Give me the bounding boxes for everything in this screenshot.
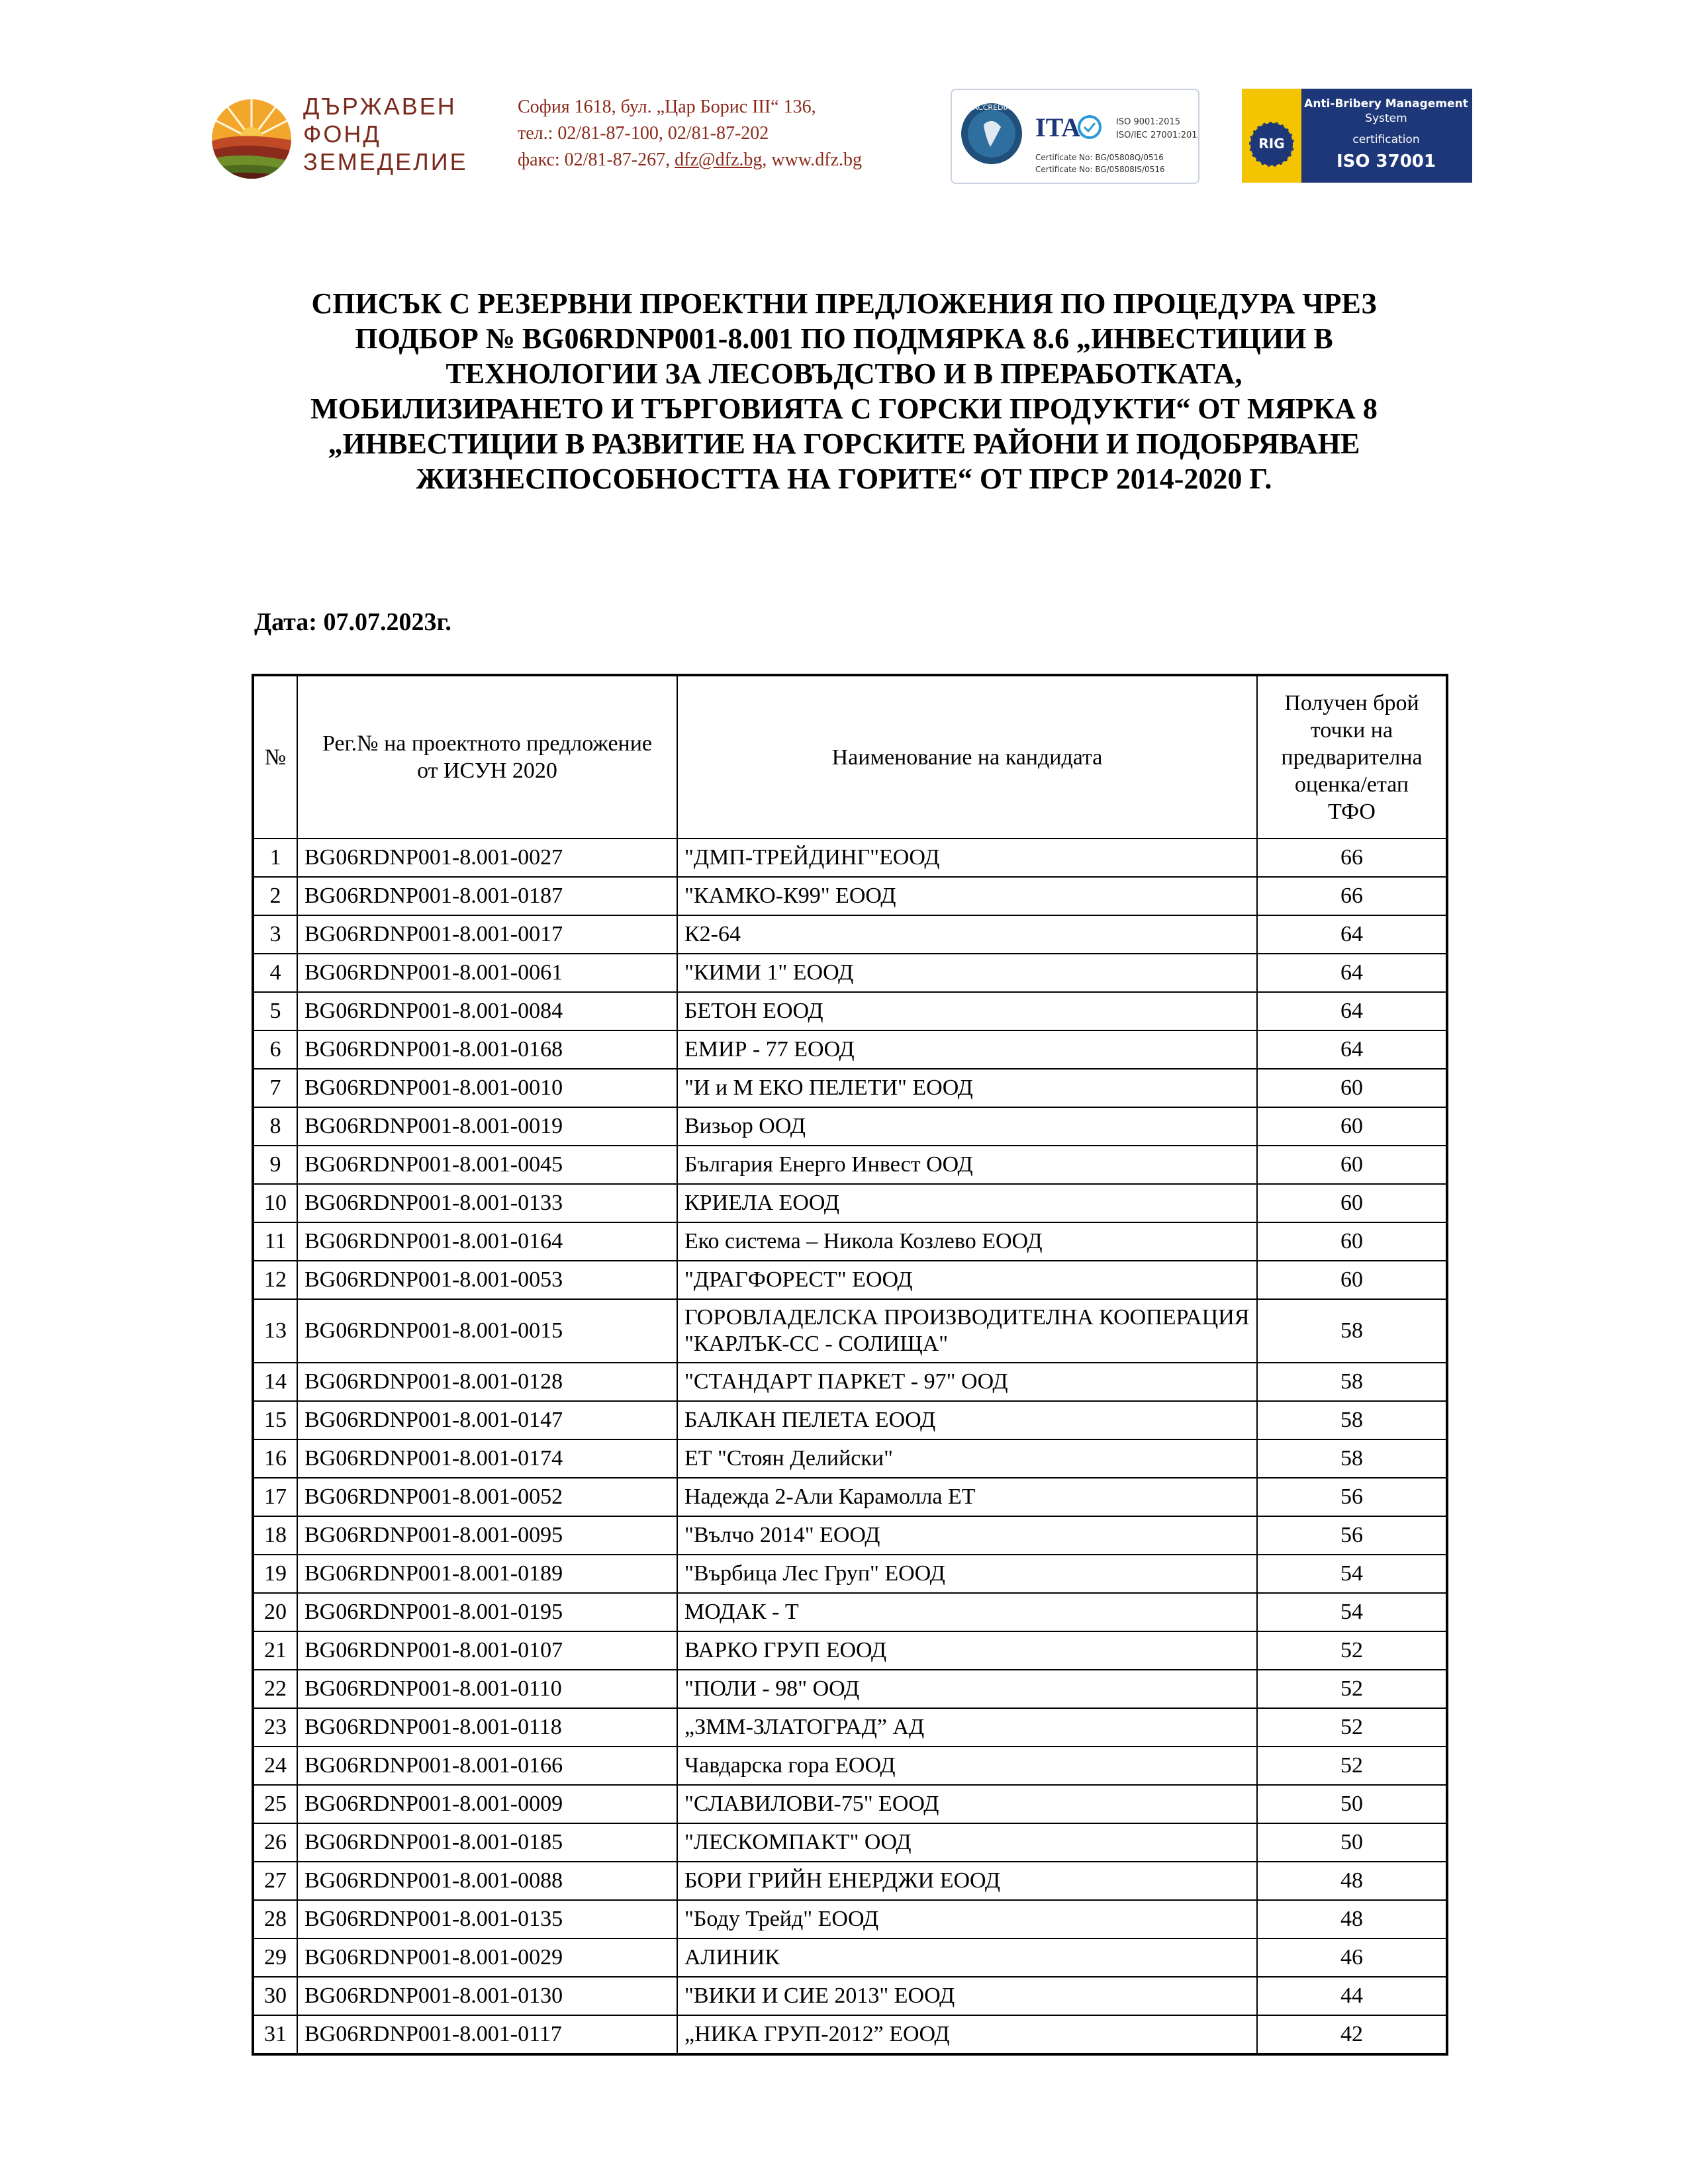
table-row xyxy=(254,1146,1446,1184)
anti-bribery-badge xyxy=(1242,89,1472,183)
row-applicant-name: "ЛЕСКОМПАКТ" ООД xyxy=(677,1823,1257,1862)
row-points: 44 xyxy=(1257,1977,1446,2015)
letterhead xyxy=(0,0,1688,199)
table-row xyxy=(254,1363,1446,1401)
row-reg-number: BG06RDNP001-8.001-0045 xyxy=(297,1146,677,1184)
rig-badge-graphic xyxy=(1242,89,1472,183)
dfz-logo-icon xyxy=(211,98,293,180)
row-number: 7 xyxy=(254,1069,297,1107)
row-applicant-name: "И и М ЕКО ПЕЛЕТИ" ЕООД xyxy=(677,1069,1257,1107)
row-reg-number: BG06RDNP001-8.001-0017 xyxy=(297,915,677,954)
row-applicant-name: „НИКА ГРУП-2012” ЕООД xyxy=(677,2015,1257,2054)
row-applicant-name: "СТАНДАРТ ПАРКЕТ - 97" ООД xyxy=(677,1363,1257,1401)
table-row xyxy=(254,877,1446,915)
row-points: 64 xyxy=(1257,992,1446,1030)
row-points: 54 xyxy=(1257,1593,1446,1631)
row-applicant-name: МОДАК - Т xyxy=(677,1593,1257,1631)
row-points: 66 xyxy=(1257,877,1446,915)
row-reg-number: BG06RDNP001-8.001-0166 xyxy=(297,1747,677,1785)
table-row xyxy=(254,1670,1446,1708)
row-points: 64 xyxy=(1257,1030,1446,1069)
row-points: 52 xyxy=(1257,1747,1446,1785)
row-number: 17 xyxy=(254,1478,297,1516)
row-number: 19 xyxy=(254,1555,297,1593)
row-points: 58 xyxy=(1257,1401,1446,1439)
title-line-5: „ИНВЕСТИЦИИ В РАЗВИТИЕ НА ГОРСКИТЕ РАЙОНИ И ПОДОБРЯВАНЕ xyxy=(328,428,1360,460)
row-reg-number: BG06RDNP001-8.001-0187 xyxy=(297,877,677,915)
row-applicant-name: "ДРАГФОРЕСТ" ЕООД xyxy=(677,1261,1257,1299)
contact-email-link[interactable]: dfz@dfz.bg xyxy=(675,150,763,170)
title-line-3: ТЕХНОЛОГИИ ЗА ЛЕСОВЪДСТВО И В ПРЕРАБОТКАТА, xyxy=(445,357,1243,390)
row-number: 10 xyxy=(254,1184,297,1222)
table-row xyxy=(254,1439,1446,1478)
row-applicant-name: България Енерго Инвест ООД xyxy=(677,1146,1257,1184)
table-row xyxy=(254,992,1446,1030)
row-points: 58 xyxy=(1257,1439,1446,1478)
row-points: 52 xyxy=(1257,1670,1446,1708)
rig-seal-text: RIG xyxy=(1258,136,1285,152)
row-reg-number: BG06RDNP001-8.001-0189 xyxy=(297,1555,677,1593)
table-row xyxy=(254,1593,1446,1631)
row-applicant-name: "ДМП-ТРЕЙДИНГ"ЕООД xyxy=(677,839,1257,877)
row-points: 48 xyxy=(1257,1862,1446,1900)
logo-line-2: ФОНД xyxy=(303,120,381,148)
row-number: 2 xyxy=(254,877,297,915)
row-number: 28 xyxy=(254,1900,297,1938)
row-points: 56 xyxy=(1257,1478,1446,1516)
row-applicant-name: "Вълчо 2014" ЕООД xyxy=(677,1516,1257,1555)
iso-badge-graphic xyxy=(952,90,1198,183)
row-applicant-name: Еко система – Никола Козлево ЕООД xyxy=(677,1222,1257,1261)
row-applicant-name: Визьор ООД xyxy=(677,1107,1257,1146)
row-applicant-name: КРИЕЛА ЕООД xyxy=(677,1184,1257,1222)
table-row xyxy=(254,1069,1446,1107)
row-points: 50 xyxy=(1257,1785,1446,1823)
row-points: 58 xyxy=(1257,1363,1446,1401)
row-points: 60 xyxy=(1257,1069,1446,1107)
row-applicant-name: „ЗММ-ЗЛАТОГРАД” АД xyxy=(677,1708,1257,1747)
row-number: 22 xyxy=(254,1670,297,1708)
row-reg-number: BG06RDNP001-8.001-0174 xyxy=(297,1439,677,1478)
row-reg-number: BG06RDNP001-8.001-0185 xyxy=(297,1823,677,1862)
row-reg-number: BG06RDNP001-8.001-0147 xyxy=(297,1401,677,1439)
document-title xyxy=(218,286,1470,496)
contact-address: София 1618, бул. „Цар Борис III“ 136, xyxy=(518,97,816,117)
row-points: 42 xyxy=(1257,2015,1446,2054)
col-header-applicant: Наименование на кандидата xyxy=(677,676,1257,839)
table-row xyxy=(254,1030,1446,1069)
cert-number-2: Certificate No: BG/05808IS/0516 xyxy=(1035,165,1165,174)
row-reg-number: BG06RDNP001-8.001-0164 xyxy=(297,1222,677,1261)
row-number: 1 xyxy=(254,839,297,877)
row-applicant-name: "Боду Трейд" ЕООД xyxy=(677,1900,1257,1938)
row-reg-number: BG06RDNP001-8.001-0130 xyxy=(297,1977,677,2015)
iso-9001-text: ISO 9001:2015 xyxy=(1116,117,1180,127)
row-reg-number: BG06RDNP001-8.001-0195 xyxy=(297,1593,677,1631)
table-row xyxy=(254,1900,1446,1938)
row-number: 25 xyxy=(254,1785,297,1823)
row-points: 66 xyxy=(1257,839,1446,877)
row-number: 14 xyxy=(254,1363,297,1401)
accredia-text: ACCREDIA xyxy=(972,103,1011,112)
row-reg-number: BG06RDNP001-8.001-0027 xyxy=(297,839,677,877)
table-row xyxy=(254,1708,1446,1747)
row-number: 31 xyxy=(254,2015,297,2054)
row-number: 29 xyxy=(254,1938,297,1977)
table-row xyxy=(254,839,1446,877)
row-reg-number: BG06RDNP001-8.001-0053 xyxy=(297,1261,677,1299)
table-row xyxy=(254,1516,1446,1555)
table-row xyxy=(254,1862,1446,1900)
row-reg-number: BG06RDNP001-8.001-0168 xyxy=(297,1030,677,1069)
row-applicant-name: БАЛКАН ПЕЛЕТА ЕООД xyxy=(677,1401,1257,1439)
row-points: 56 xyxy=(1257,1516,1446,1555)
title-line-6: ЖИЗНЕСПОСОБНОСТТА НА ГОРИТЕ“ ОТ ПРСР 2014-2020 Г. xyxy=(416,463,1272,495)
table-row xyxy=(254,1785,1446,1823)
table-row xyxy=(254,1261,1446,1299)
row-reg-number: BG06RDNP001-8.001-0015 xyxy=(297,1299,677,1363)
logo-line-3: ЗЕМЕДЕЛИЕ xyxy=(303,148,468,175)
row-reg-number: BG06RDNP001-8.001-0118 xyxy=(297,1708,677,1747)
row-applicant-name: ГОРОВЛАДЕЛСКА ПРОИЗВОДИТЕЛНА КООПЕРАЦИЯ "КАРЛЪК-СС - СОЛИЩА" xyxy=(677,1299,1257,1363)
iso-27001-text: ISO/IEC 27001:2013 xyxy=(1116,130,1198,140)
dfz-logo-text xyxy=(303,93,468,176)
row-points: 64 xyxy=(1257,915,1446,954)
table-body xyxy=(254,839,1446,2054)
col-header-number: № xyxy=(254,676,297,839)
table-row xyxy=(254,1222,1446,1261)
row-number: 8 xyxy=(254,1107,297,1146)
row-number: 16 xyxy=(254,1439,297,1478)
title-line-2: ПОДБОР № BG06RDNP001-8.001 ПО ПОДМЯРКА 8.6 „ИНВЕСТИЦИИ В xyxy=(355,322,1333,355)
col-header-reg-number: Рег.№ на проектното предложение от ИСУН 2020 xyxy=(297,676,677,839)
row-number: 9 xyxy=(254,1146,297,1184)
row-applicant-name: ЕМИР - 77 ЕООД xyxy=(677,1030,1257,1069)
row-applicant-name: "ПОЛИ - 98" ООД xyxy=(677,1670,1257,1708)
row-applicant-name: ВАРКО ГРУП ЕООД xyxy=(677,1631,1257,1670)
row-number: 12 xyxy=(254,1261,297,1299)
row-reg-number: BG06RDNP001-8.001-0133 xyxy=(297,1184,677,1222)
rig-line-4: ISO 37001 xyxy=(1336,152,1436,171)
row-points: 48 xyxy=(1257,1900,1446,1938)
row-applicant-name: К2-64 xyxy=(677,915,1257,954)
row-reg-number: BG06RDNP001-8.001-0061 xyxy=(297,954,677,992)
row-number: 27 xyxy=(254,1862,297,1900)
row-applicant-name: "СЛАВИЛОВИ-75" ЕООД xyxy=(677,1785,1257,1823)
row-reg-number: BG06RDNP001-8.001-0117 xyxy=(297,2015,677,2054)
table-row xyxy=(254,1938,1446,1977)
row-points: 60 xyxy=(1257,1222,1446,1261)
row-reg-number: BG06RDNP001-8.001-0110 xyxy=(297,1670,677,1708)
row-number: 20 xyxy=(254,1593,297,1631)
table-row xyxy=(254,1184,1446,1222)
row-points: 54 xyxy=(1257,1555,1446,1593)
ita-text: ITA xyxy=(1035,113,1081,142)
row-number: 11 xyxy=(254,1222,297,1261)
table-row xyxy=(254,1299,1446,1363)
table-row xyxy=(254,1401,1446,1439)
row-points: 52 xyxy=(1257,1708,1446,1747)
table-row xyxy=(254,915,1446,954)
table-header-row xyxy=(254,676,1446,839)
row-points: 60 xyxy=(1257,1107,1446,1146)
row-reg-number: BG06RDNP001-8.001-0010 xyxy=(297,1069,677,1107)
row-applicant-name: "КАМКО-К99" ЕООД xyxy=(677,877,1257,915)
contact-fax: факс: 02/81-87-267, xyxy=(518,150,675,170)
row-number: 5 xyxy=(254,992,297,1030)
row-points: 46 xyxy=(1257,1938,1446,1977)
row-points: 60 xyxy=(1257,1146,1446,1184)
row-reg-number: BG06RDNP001-8.001-0029 xyxy=(297,1938,677,1977)
col-header-points: Получен брой точки на предварителна оценка/етап ТФО xyxy=(1257,676,1446,839)
table-row xyxy=(254,1555,1446,1593)
row-reg-number: BG06RDNP001-8.001-0128 xyxy=(297,1363,677,1401)
row-applicant-name: БЕТОН ЕООД xyxy=(677,992,1257,1030)
row-points: 60 xyxy=(1257,1184,1446,1222)
table-row xyxy=(254,1823,1446,1862)
row-reg-number: BG06RDNP001-8.001-0088 xyxy=(297,1862,677,1900)
row-points: 64 xyxy=(1257,954,1446,992)
row-reg-number: BG06RDNP001-8.001-0019 xyxy=(297,1107,677,1146)
rig-line-2: System xyxy=(1365,112,1407,125)
row-number: 15 xyxy=(254,1401,297,1439)
table-row xyxy=(254,1631,1446,1670)
cert-number-1: Certificate No: BG/05808Q/0516 xyxy=(1035,153,1164,162)
table-row xyxy=(254,1478,1446,1516)
row-number: 26 xyxy=(254,1823,297,1862)
table-row xyxy=(254,1107,1446,1146)
row-applicant-name: "Върбица Лес Груп" ЕООД xyxy=(677,1555,1257,1593)
contact-block xyxy=(518,94,862,173)
row-points: 58 xyxy=(1257,1299,1446,1363)
row-applicant-name: "ВИКИ И СИЕ 2013" ЕООД xyxy=(677,1977,1257,2015)
row-number: 4 xyxy=(254,954,297,992)
rig-line-1: Anti-Bribery Management xyxy=(1304,97,1468,111)
row-number: 6 xyxy=(254,1030,297,1069)
row-number: 30 xyxy=(254,1977,297,2015)
row-reg-number: BG06RDNP001-8.001-0107 xyxy=(297,1631,677,1670)
document-date: Дата: 07.07.2023г. xyxy=(254,608,451,636)
iso-certification-badge xyxy=(951,89,1199,184)
title-line-1: СПИСЪК С РЕЗЕРВНИ ПРОЕКТНИ ПРЕДЛОЖЕНИЯ ПО ПРОЦЕДУРА ЧРЕЗ xyxy=(311,287,1377,320)
row-number: 24 xyxy=(254,1747,297,1785)
row-reg-number: BG06RDNP001-8.001-0135 xyxy=(297,1900,677,1938)
title-line-4: МОБИЛИЗИРАНЕТО И ТЪРГОВИЯТА С ГОРСКИ ПРОДУКТИ“ ОТ МЯРКА 8 xyxy=(310,392,1378,425)
contact-fax-line xyxy=(518,147,862,173)
row-reg-number: BG06RDNP001-8.001-0095 xyxy=(297,1516,677,1555)
table-row xyxy=(254,1977,1446,2015)
row-applicant-name: Надежда 2-Али Карамолла ЕТ xyxy=(677,1478,1257,1516)
table-row xyxy=(254,2015,1446,2054)
row-applicant-name: "КИМИ 1" ЕООД xyxy=(677,954,1257,992)
table-row xyxy=(254,954,1446,992)
row-applicant-name: БОРИ ГРИЙН ЕНЕРДЖИ ЕООД xyxy=(677,1862,1257,1900)
contact-phone: тел.: 02/81-87-100, 02/81-87-202 xyxy=(518,123,769,144)
row-number: 13 xyxy=(254,1299,297,1363)
reserve-projects-table xyxy=(253,675,1447,2054)
contact-website: , www.dfz.bg xyxy=(762,150,863,170)
row-number: 18 xyxy=(254,1516,297,1555)
row-points: 60 xyxy=(1257,1261,1446,1299)
rig-line-3: certification xyxy=(1352,133,1420,146)
row-points: 52 xyxy=(1257,1631,1446,1670)
row-number: 23 xyxy=(254,1708,297,1747)
row-applicant-name: АЛИНИК xyxy=(677,1938,1257,1977)
logo-line-1: ДЪРЖАВЕН xyxy=(303,93,457,120)
row-reg-number: BG06RDNP001-8.001-0009 xyxy=(297,1785,677,1823)
row-reg-number: BG06RDNP001-8.001-0084 xyxy=(297,992,677,1030)
row-applicant-name: ЕТ "Стоян Делийски" xyxy=(677,1439,1257,1478)
row-applicant-name: Чавдарска гора ЕООД xyxy=(677,1747,1257,1785)
row-number: 3 xyxy=(254,915,297,954)
row-reg-number: BG06RDNP001-8.001-0052 xyxy=(297,1478,677,1516)
row-number: 21 xyxy=(254,1631,297,1670)
row-points: 50 xyxy=(1257,1823,1446,1862)
table-row xyxy=(254,1747,1446,1785)
